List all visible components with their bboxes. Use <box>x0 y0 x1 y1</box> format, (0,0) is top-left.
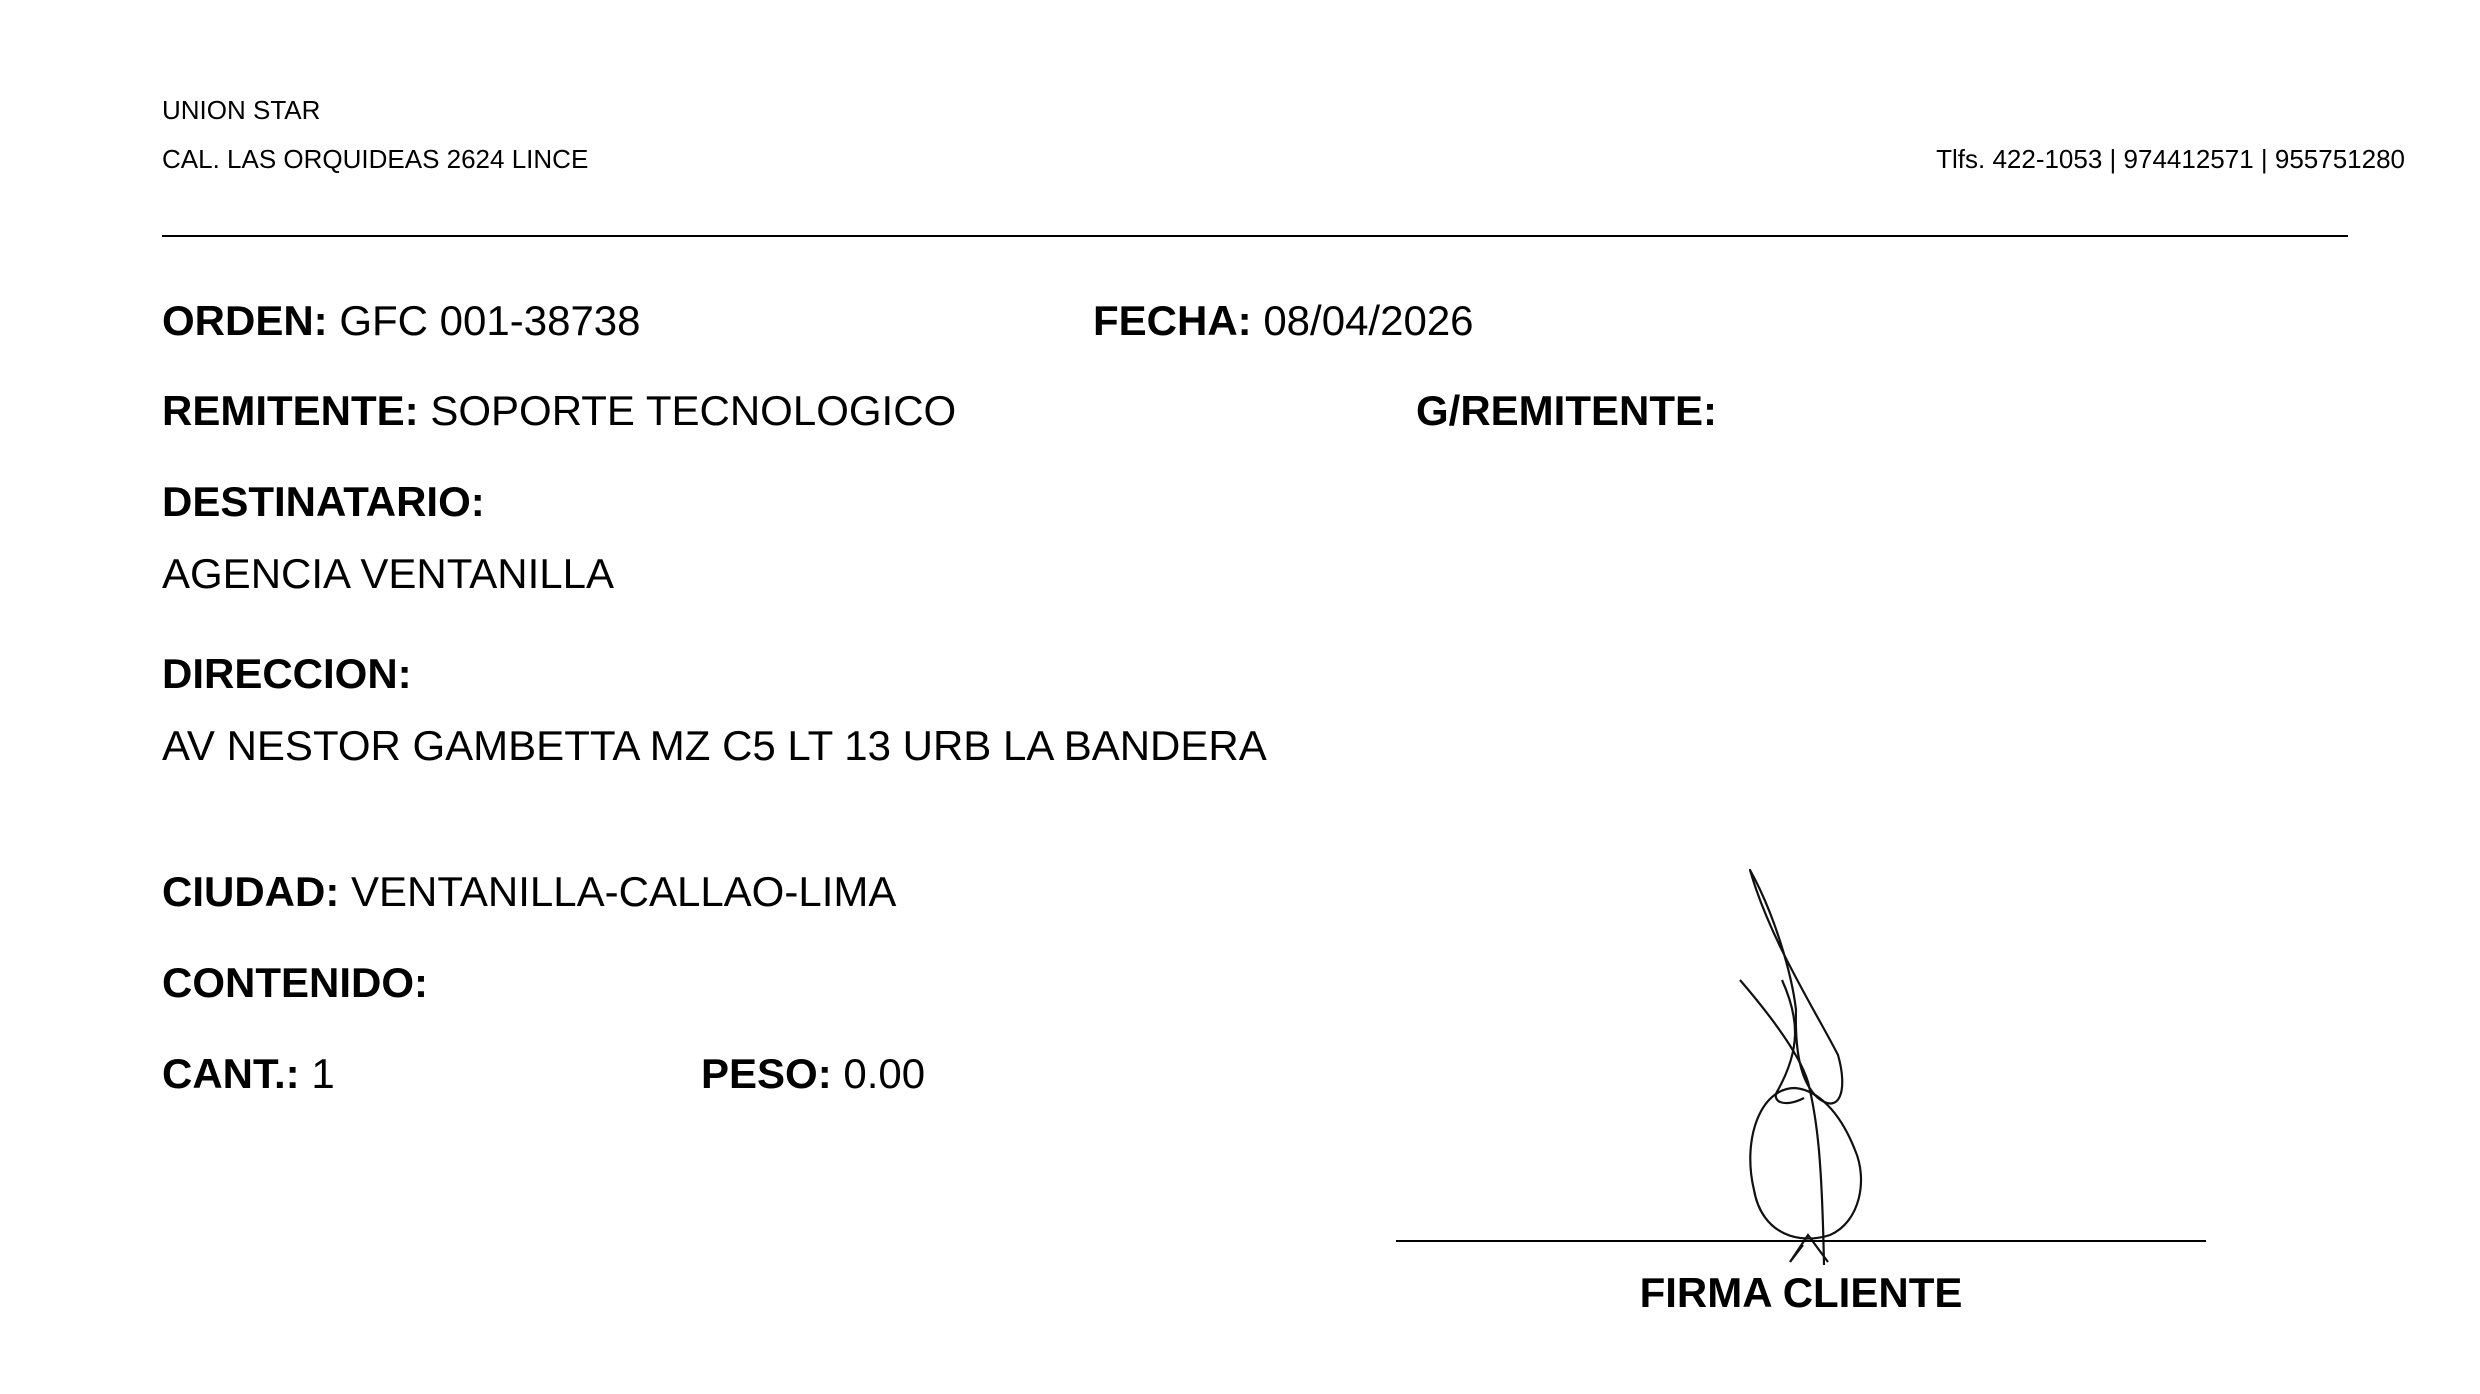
fecha-label: FECHA: <box>1093 297 1252 344</box>
g-remitente-row <box>1416 386 1717 436</box>
remitente-row <box>162 386 956 436</box>
fecha-row <box>1093 296 1474 346</box>
remitente-label: REMITENTE: <box>162 387 419 434</box>
company-name: UNION STAR <box>162 95 321 125</box>
cantidad-label: CANT.: <box>162 1050 300 1097</box>
cantidad-value: 1 <box>311 1050 335 1097</box>
cantidad-row <box>162 1049 335 1099</box>
peso-label: PESO: <box>701 1050 832 1097</box>
signature-line <box>1396 1240 2206 1242</box>
direccion-value: AV NESTOR GAMBETTA MZ C5 LT 13 URB LA BANDERA <box>162 722 1267 769</box>
ciudad-value: VENTANILLA-CALLAO-LIMA <box>350 868 897 915</box>
signature-caption: FIRMA CLIENTE <box>1639 1269 1963 1316</box>
header-divider <box>162 235 2348 237</box>
contenido-row <box>162 958 428 1008</box>
direccion-label: DIRECCION: <box>162 650 412 697</box>
company-address: CAL. LAS ORQUIDEAS 2624 LINCE <box>162 144 589 174</box>
orden-value: GFC 001-38738 <box>339 297 641 344</box>
client-signature <box>1700 850 1880 1280</box>
peso-row <box>701 1049 925 1099</box>
ciudad-label: CIUDAD: <box>162 868 340 915</box>
destinatario-label: DESTINATARIO: <box>162 478 485 525</box>
remitente-value: SOPORTE TECNOLOGICO <box>430 387 957 434</box>
destinatario-value: AGENCIA VENTANILLA <box>162 550 615 597</box>
orden-row <box>162 296 641 346</box>
g-remitente-label: G/REMITENTE: <box>1416 387 1717 434</box>
orden-label: ORDEN: <box>162 297 328 344</box>
company-phones: Tlfs. 422-1053 | 974412571 | 955751280 <box>1936 144 2405 174</box>
fecha-value: 08/04/2026 <box>1263 297 1474 344</box>
contenido-label: CONTENIDO: <box>162 959 428 1006</box>
peso-value: 0.00 <box>843 1050 926 1097</box>
ciudad-row <box>162 867 896 917</box>
